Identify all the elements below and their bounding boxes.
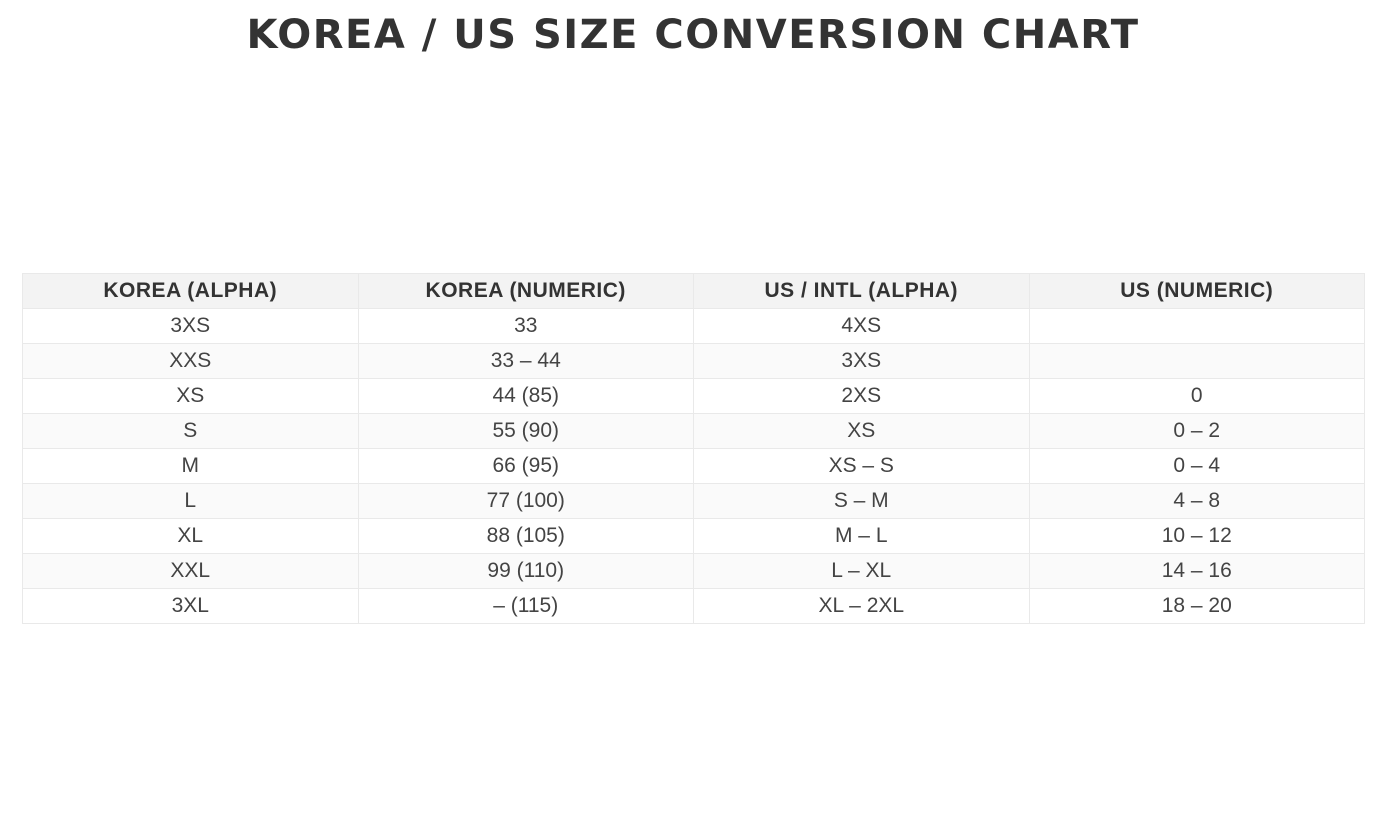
table-cell: 18 – 20	[1029, 589, 1365, 624]
table-cell: M	[23, 449, 359, 484]
table-cell: 2XS	[694, 379, 1030, 414]
column-header-us-numeric: US (NUMERIC)	[1029, 274, 1365, 309]
size-conversion-table-container	[22, 273, 1365, 624]
table-cell: XL – 2XL	[694, 589, 1030, 624]
table-cell: 99 (110)	[358, 554, 694, 589]
table-cell	[1029, 344, 1365, 379]
table-row	[23, 519, 1365, 554]
column-header-us-intl-alpha: US / INTL (ALPHA)	[694, 274, 1030, 309]
table-cell: 4XS	[694, 309, 1030, 344]
table-cell: 88 (105)	[358, 519, 694, 554]
table-cell: XL	[23, 519, 359, 554]
table-header	[23, 274, 1365, 309]
table-cell: 0 – 4	[1029, 449, 1365, 484]
table-cell: S	[23, 414, 359, 449]
table-cell: XS	[23, 379, 359, 414]
table-row	[23, 484, 1365, 519]
column-header-korea-alpha: KOREA (ALPHA)	[23, 274, 359, 309]
table-row	[23, 414, 1365, 449]
table-cell: 10 – 12	[1029, 519, 1365, 554]
size-table-body	[23, 309, 1365, 624]
column-header-korea-numeric: KOREA (NUMERIC)	[358, 274, 694, 309]
table-cell: 0	[1029, 379, 1365, 414]
table-header-row	[23, 274, 1365, 309]
table-cell: 33	[358, 309, 694, 344]
table-cell: S – M	[694, 484, 1030, 519]
table-cell: – (115)	[358, 589, 694, 624]
table-cell: 55 (90)	[358, 414, 694, 449]
table-cell: 33 – 44	[358, 344, 694, 379]
table-cell: XXS	[23, 344, 359, 379]
table-cell	[1029, 309, 1365, 344]
table-cell: 3XS	[694, 344, 1030, 379]
table-cell: 14 – 16	[1029, 554, 1365, 589]
table-cell: XS	[694, 414, 1030, 449]
table-row	[23, 309, 1365, 344]
table-cell: L	[23, 484, 359, 519]
table-cell: 4 – 8	[1029, 484, 1365, 519]
table-row	[23, 554, 1365, 589]
table-cell: 3XS	[23, 309, 359, 344]
table-cell: L – XL	[694, 554, 1030, 589]
table-cell: 66 (95)	[358, 449, 694, 484]
table-cell: XXL	[23, 554, 359, 589]
table-cell: M – L	[694, 519, 1030, 554]
table-cell: 77 (100)	[358, 484, 694, 519]
table-cell: XS – S	[694, 449, 1030, 484]
table-cell: 44 (85)	[358, 379, 694, 414]
table-row	[23, 589, 1365, 624]
table-cell: 3XL	[23, 589, 359, 624]
size-conversion-table	[22, 273, 1365, 624]
table-row	[23, 344, 1365, 379]
table-row	[23, 379, 1365, 414]
table-cell: 0 – 2	[1029, 414, 1365, 449]
table-row	[23, 449, 1365, 484]
page-title: KOREA / US SIZE CONVERSION CHART	[246, 12, 1140, 58]
